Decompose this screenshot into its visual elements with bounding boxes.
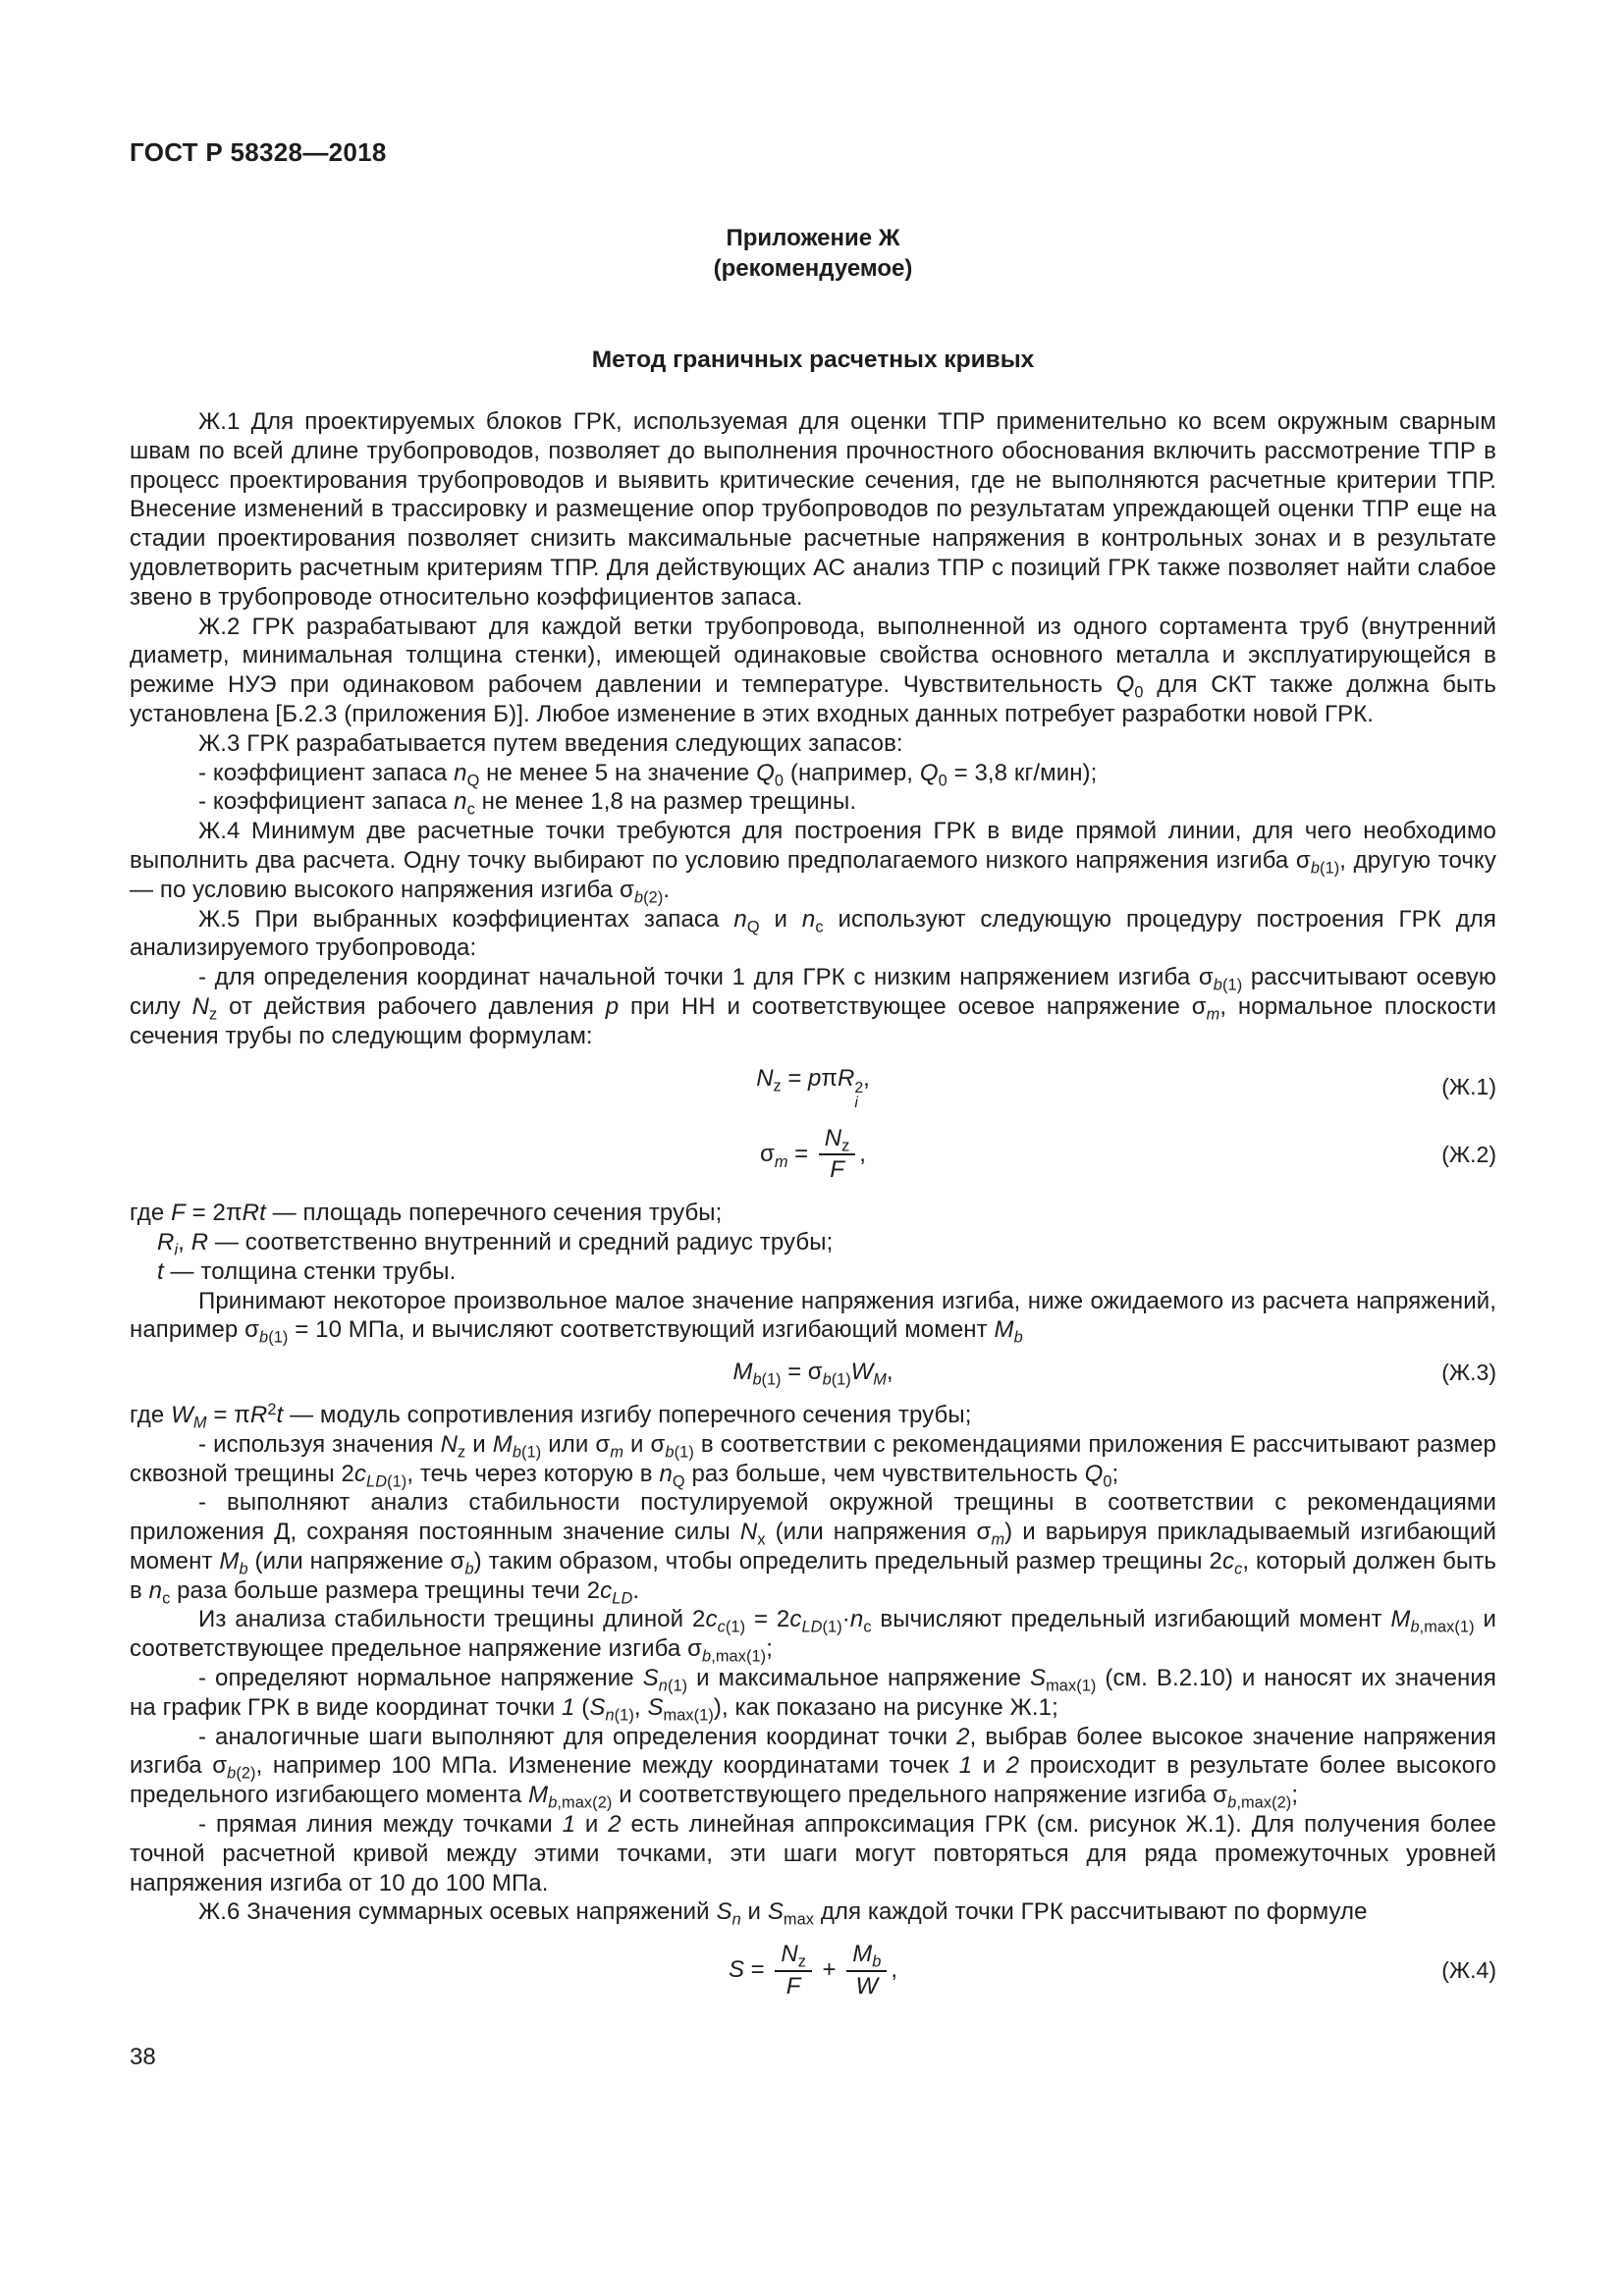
equation: $\sigma_m$ = $\frac{N_z}{F}$ , — [760, 1124, 866, 1184]
appendix-kind: (рекомендуемое) — [713, 255, 913, 282]
document-body — [130, 407, 1496, 2002]
paragraph-zh3: Ж.3 ГРК разрабатывается путем введения следующих запасов: — [198, 729, 903, 757]
document-title: Метод граничных расчетных кривых — [591, 347, 1035, 373]
list-item: - коэффициент запаса $n_c$ не менее 1,8 на размер трещины. — [198, 788, 857, 820]
list-item: - используя значения $N_z$ и $M_{b(1)}$ или $\sigma_m$ и $\sigma_{b(1)}$ в соответствии с рекомендациями приложения Е рассчитывают размер сквозной трещины $2c_{LD(1)}$, течь через которую в $n_Q$ раз больше, чем чувствительность $Q_0$; — [130, 1430, 1496, 1491]
paragraph-zh4: Ж.4 Минимум две расчетные точки требуются для построения ГРК в виде прямой линии, для чего необходимо выполнить два расчета. Одну точку выбирают по условию предполагаемого низкого напряжения изгиба $\sigma_{b(1)}$, другую точку — по условию высокого напряжения изгиба $\sigma_{b(2)}$. — [130, 818, 1497, 907]
definition: t — толщина стенки трубы. — [157, 1257, 457, 1285]
list-item: - для определения координат начальной точки 1 для ГРК с низким напряжением изгиба $\sigma_{b(1)}$ рассчитывают осевую силу $N_z$ от действия рабочего давления p при НН и соответствующее осевое напряжение $\sigma_m$, нормальное плоскости сечения трубы по следующим формулам: — [130, 964, 1497, 1049]
page-number: 38 — [130, 2044, 156, 2070]
equation: S = $\frac{N_z}{F}$ + $\frac{M_b}{W}$ , — [729, 1941, 897, 2001]
paragraph-zh1: Ж.1 Для проектируемых блоков ГРК, используемая для оценки ТПР применительно ко всем окружным сварным швам по всей длине трубопроводов, позволяет до выполнения прочностного обоснования включить рассмотрение ТПР в процесс проектирования трубопроводов и выявить критические сечения, где не выполняются расчетные критерии ТПР. Внесение изменений в трассировку и размещение опор трубопроводов по результатам упреждающей оценки ТПР еще на стадии проектирования позволяет снизить максимальные расчетные напряжения в контрольных зонах и в результате удовлетворить расчетным критериям ТПР. Для действующих АС анализ ТПР с позиций ГРК также позволяет найти слабое звено в трубопроводе относительно коэффициентов запаса. — [130, 408, 1496, 611]
equation-number: (Ж.2) — [1441, 1141, 1496, 1167]
where-clause: где $W_M = \pi R^2t$ — модуль сопротивления изгибу поперечного сечения трубы; — [130, 1400, 972, 1432]
list-item: - коэффициент запаса $n_Q$ не менее 5 на значение $Q_0$ (например, $Q_0 = 3,8$ кг/мин); — [198, 759, 1098, 790]
list-item: - аналогичные шаги выполняют для определения координат точки 2, выбрав более высокое значение напряжения изгиба $\sigma_{b(2)}$, например 100 МПа. Изменение между координатами точек 1 и 2 происходит в результате более высокого предельного изгибающего момента $M_{b,max(2)}$ и соответствующего предельного напряжение изгиба $\sigma_{b,max(2)}$; — [130, 1723, 1496, 1812]
paragraph-zh6: Ж.6 Значения суммарных осевых напряжений $S_n$ и $S_{max}$ для каждой точки ГРК рассчитывают по формуле — [198, 1898, 1368, 1930]
paragraph: Принимают некоторое произвольное малое значение напряжения изгиба, ниже ожидаемого из расчета напряжений, например $\sigma_{b(1)} = 10$ МПа, и вычисляют соответствующий изгибающий момент $M_b$ — [130, 1287, 1496, 1348]
definition: $R_i$, R — соответственно внутренний и средний радиус трубы; — [157, 1228, 834, 1259]
appendix-heading — [130, 223, 1496, 284]
equation: $M_{b(1)} = \sigma_{b(1)}W_M$, — [732, 1359, 893, 1389]
equation-row — [130, 1065, 1496, 1111]
list-item: - выполняют анализ стабильности постулируемой окружной трещины в соответствии с рекомендациями приложения Д, сохраняя постоянным значение силы $N_x$ (или напряжения $\sigma_m$) и варьируя прикладываемый изгибающий момент $M_b$ (или напряжение $\sigma_b$) таким образом, чтобы определить предельный размер трещины $2c_c$, который должен быть в $n_c$ раза больше размера трещины течи $2c_{LD}$. — [130, 1489, 1496, 1608]
equation-number: (Ж.1) — [1441, 1074, 1496, 1100]
appendix-label: Приложение Ж — [726, 225, 900, 251]
list-item: - прямая линия между точками 1 и 2 есть линейная аппроксимация ГРК (см. рисунок Ж.1). Для получения более точной расчетной кривой между этими точками, эти шаги могут повторяться для ряда промежуточных уровней напряжения изгиба от 10 до 100 МПа. — [130, 1811, 1496, 1896]
equation-row — [130, 1359, 1496, 1387]
document-code: ГОСТ Р 58328—2018 — [130, 137, 387, 167]
paragraph: Из анализа стабильности трещины длиной $2c_{c(1)} = 2c_{LD(1)}\cdot n_c$ вычисляют предельный изгибающий момент $M_{b,max(1)}$ и соответствующее предельное напряжение изгиба $\sigma_{b,max(1)}$; — [130, 1606, 1496, 1666]
page — [130, 0, 1496, 2015]
where-clause: где F = 2πRt — площадь поперечного сечения трубы; — [130, 1200, 723, 1227]
equation-number: (Ж.4) — [1441, 1957, 1496, 1984]
equation: $N_z = p\pi R$ 2 i , — [756, 1064, 870, 1112]
equation-row — [130, 1125, 1496, 1186]
paragraph-zh2: Ж.2 ГРК разрабатывают для каждой ветки трубопровода, выполненной из одного сортамента труб (внутренний диаметр, минимальная толщина стенки), имеющей одинаковые свойства основного металла и эксплуатирующейся в режиме НУЭ при одинаковом рабочем давлении и температуре. Чувствительность $Q_0$ для СКТ также должна быть установлена [Б.2.3 (приложения Б)]. Любое изменение в этих входных данных потребует разработки новой ГРК. — [130, 613, 1496, 727]
equation-number: (Ж.3) — [1441, 1359, 1496, 1385]
list-item: - определяют нормальное напряжение $S_{n(1)}$ и максимальное напряжение $S_{max(1)}$ (см. В.2.10) и наносят их значения на график ГРК в виде координат точки 1 ($S_{n(1)}$, $S_{max(1)}$), как показано на рисунке Ж.1; — [130, 1665, 1496, 1725]
paragraph-zh5: Ж.5 При выбранных коэффициентах запаса $n_Q$ и $n_c$ используют следующую процедуру построения ГРК для анализируемого трубопровода: — [130, 905, 1496, 962]
equation-row — [130, 1941, 1496, 2002]
